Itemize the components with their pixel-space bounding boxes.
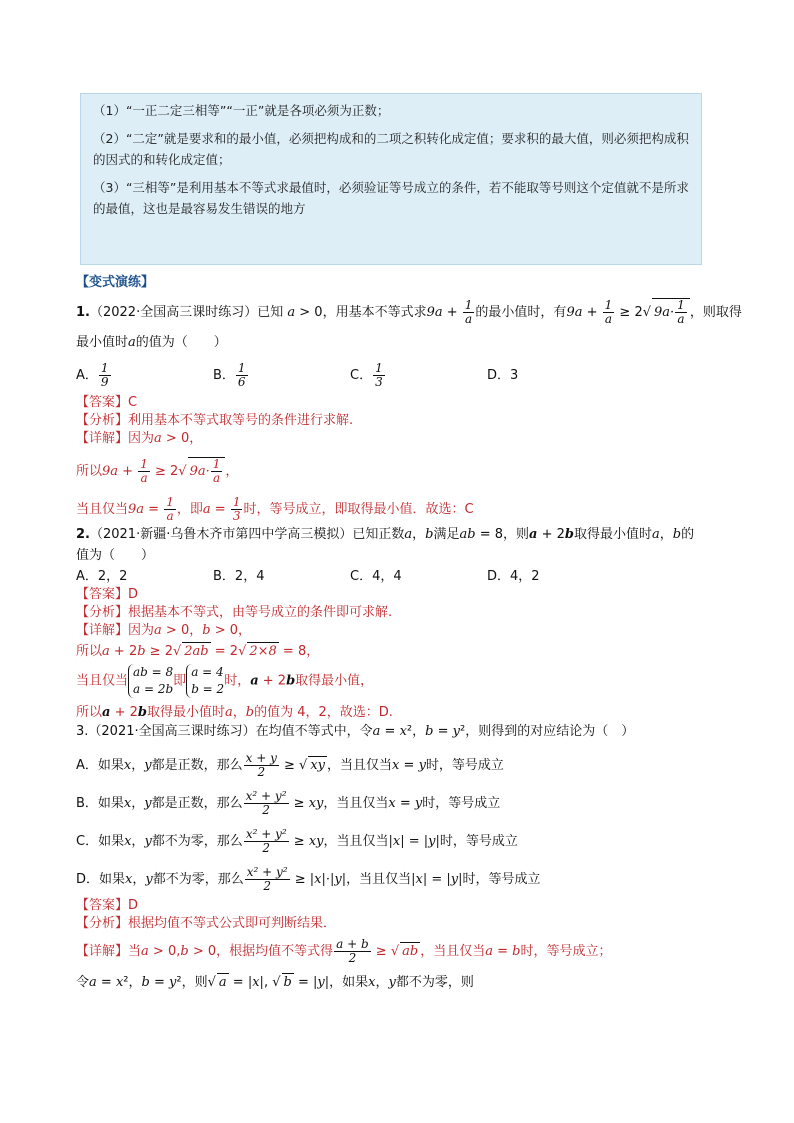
q2-detail: 【详解】因为a > 0，b > 0， — [76, 623, 251, 638]
q3-option-b[interactable]: B．如果x，y都是正数，那么 $\frac{\text{x² + y²}}{2}$ ≥ xy，当且仅当x = y时，等号成立 — [76, 789, 501, 817]
q3-answer: 【答案】D — [76, 898, 139, 913]
note-2: （2）“二定”就是要求和的最小值，必须把构成和的二项之积转化成定值；要求积的最大值，则必须把构成积的因式的和转化成定值； — [93, 131, 689, 167]
q2-option-a[interactable]: A．2，2 — [76, 569, 128, 584]
note-3: （3）“三相等”是利用基本不等式求最值时，必须验证等号成立的条件，若不能取等号则这个定值就不是所求的最值，这也是最容易发生错误的地方 — [93, 180, 689, 216]
q1-options: A． $\frac{1}{9}$ B． $\frac{1}{6}$ C． $\frac{1}{3}$ D．3 — [76, 362, 624, 389]
q2-stem: 2.（2021·新疆·乌鲁木齐市第四中学高三模拟）已知正数a，b满足ab = 8，则a + 2b取得最小值时a，b的 — [76, 527, 695, 542]
q1-stem: 1.（2022·全国高三课时练习）已知 a > 0，用基本不等式求9a + $\frac{1}{a}$ 的最小值时，有9a + $\frac{1}{a}$ ≥ 2√ 9a· $\frac{1}{a}$ ，则取得 — [76, 298, 742, 326]
q1-option-a[interactable]: A． — [76, 368, 98, 383]
section-title: 【变式演练】 — [76, 275, 155, 290]
summary-note-box — [80, 93, 702, 265]
q1-option-c[interactable]: C． — [350, 368, 373, 383]
q2-option-b[interactable]: B．2，4 — [213, 569, 265, 584]
q1-detail-when: 当且仅当9a = $\frac{1}{a}$ ，即a = $\frac{1}{3}$ 时，等号成立，即取得最小值．故选：C — [76, 495, 474, 523]
q3-detail: 【详解】当a > 0,b > 0，根据均值不等式得 $\frac{a + b}{2}$ ≥ √ ab ，当且仅当a = b时，等号成立； — [76, 938, 612, 965]
q1-stem-line2: 最小值时a的值为（ ） — [76, 335, 227, 350]
note-1: （1）“一正二定三相等”“一正”就是各项必须为正数； — [93, 103, 390, 118]
q3-number: 3. — [76, 724, 89, 739]
q1-option-b[interactable]: B． — [213, 368, 235, 383]
q3-option-d[interactable]: D．如果x，y都不为零，那么 $\frac{\text{x² + y²}}{2}$ ≥ |x|·|y|，当且仅当|x| = |y|时，等号成立 — [76, 865, 541, 893]
q2-detail-final: 所以a + 2b取得最小值时a，b的值为 4，2，故选：D. — [76, 705, 393, 720]
q3-option-a[interactable]: A．如果x，y都是正数，那么 $\frac{x + y}{2}$ ≥ √ xy ，当且仅当x = y时，等号成立 — [76, 752, 504, 779]
q2-number: 2. — [76, 527, 90, 542]
q2-options — [76, 568, 624, 586]
q2-option-d[interactable]: D．4，2 — [487, 569, 540, 584]
q2-detail-when: 当且仅当ab = 8 a = 2b即a = 4 b = 2时，a + 2b取得最小值， — [76, 665, 374, 696]
q3-analysis: 【分析】根据均值不等式公式即可判断结果． — [76, 916, 337, 931]
q1-number: 1. — [76, 305, 90, 320]
q2-stem-line2: 值为（ ） — [76, 548, 155, 563]
q3-last-line: 令a = x²，b = y²，则√ a = |x|, √ b = |y|，如果x，y都不为零，则 — [76, 973, 474, 992]
q1-detail-so: 所以9a + $\frac{1}{a}$ ≥ 2√ 9a· $\frac{1}{a}$ ， — [76, 457, 238, 485]
q3-stem: 3.（2021·全国高三课时练习）在均值不等式中，令a = x²，b = y²，则得到的对应结论为（ ） — [76, 724, 635, 739]
q1-detail: 【详解】因为a > 0， — [76, 431, 203, 446]
q2-detail-so: 所以a + 2b ≥ 2√ 2ab = 2√ 2×8 = 8， — [76, 642, 319, 661]
q2-option-c[interactable]: C．4，4 — [350, 569, 402, 584]
q3-option-c[interactable]: C．如果x，y都不为零，那么 $\frac{\text{x² + y²}}{2}$ ≥ xy，当且仅当|x| = |y|时，等号成立 — [76, 827, 518, 855]
q1-option-d[interactable]: D．3 — [487, 368, 519, 383]
q2-analysis: 【分析】根据基本不等式，由等号成立的条件即可求解. — [76, 605, 393, 620]
q2-answer: 【答案】D — [76, 587, 139, 602]
q1-analysis: 【分析】利用基本不等式取等号的条件进行求解. — [76, 413, 354, 428]
q1-answer: 【答案】C — [76, 395, 138, 410]
